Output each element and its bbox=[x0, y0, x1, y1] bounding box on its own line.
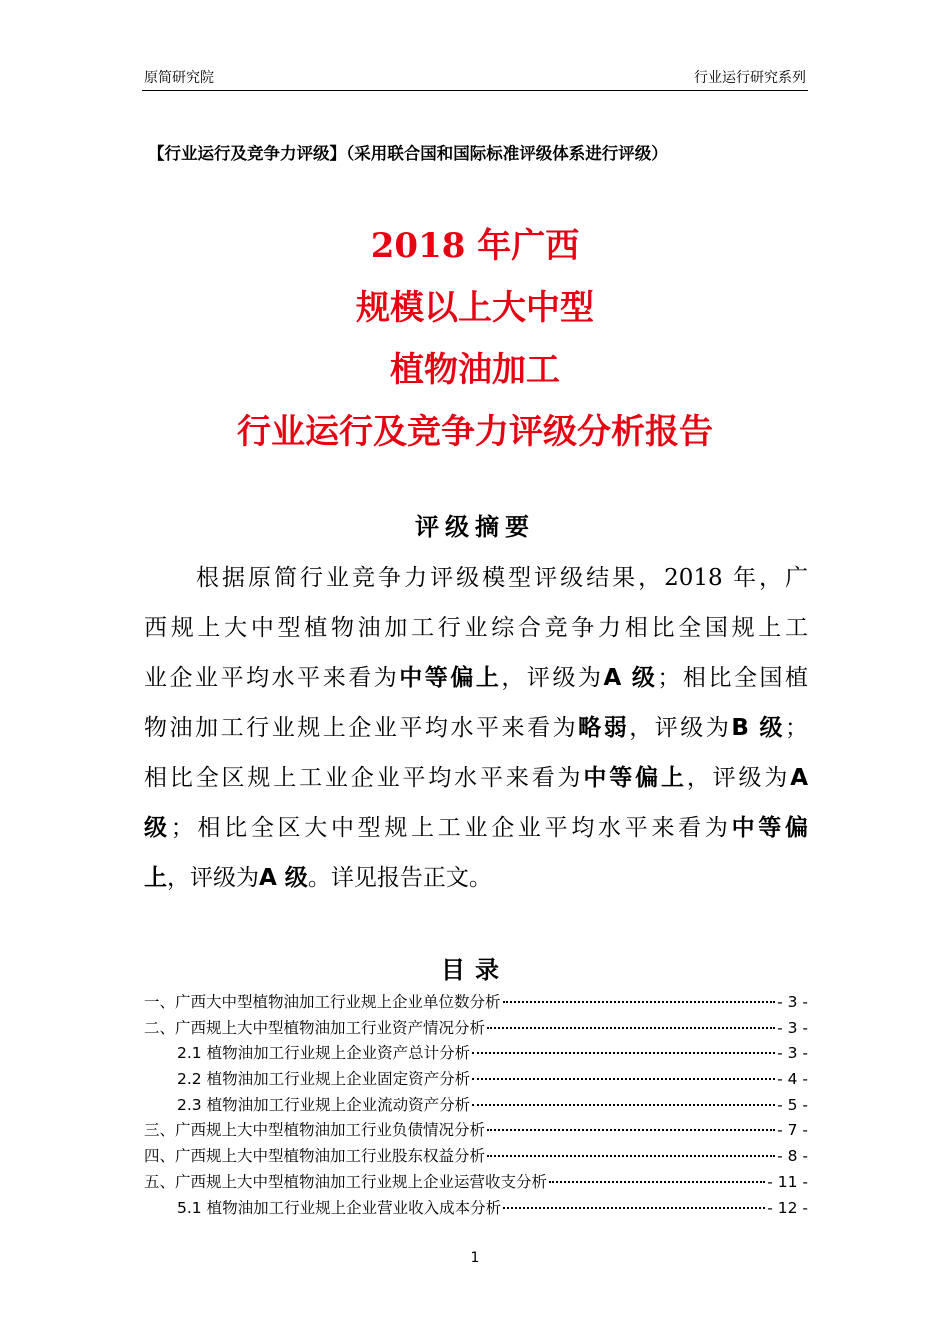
toc-entry[interactable] bbox=[144, 1144, 808, 1170]
toc-entry-page: - 3 - bbox=[777, 1044, 808, 1063]
summary-text: ，评级为 bbox=[686, 765, 791, 791]
toc-subentry[interactable] bbox=[144, 1041, 808, 1067]
toc-entry-title: 五、广西规上大中型植物油加工行业规上企业运营收支分析 bbox=[144, 1172, 548, 1191]
page-header bbox=[142, 68, 808, 91]
toc-entry-title: 一、广西大中型植物油加工行业规上企业单位数分析 bbox=[144, 993, 501, 1011]
rating-grade: 级 bbox=[144, 815, 171, 841]
rating-level: 上 bbox=[144, 865, 167, 891]
summary-text: 。详见报告正文。 bbox=[307, 865, 492, 891]
toc-entry-title: 三、广西规上大中型植物油加工行业负债情况分析 bbox=[144, 1121, 486, 1140]
toc-subentry[interactable] bbox=[144, 1093, 808, 1119]
summary-heading: 评级摘要 bbox=[415, 513, 535, 541]
summary-text: 物油加工行业规上企业平均水平来看为 bbox=[144, 715, 579, 741]
summary-line bbox=[144, 653, 808, 703]
summary-text: 西规上大中型植物油加工行业综合竞争力相比全国规上工 bbox=[144, 615, 808, 641]
report-title bbox=[0, 215, 950, 463]
summary-text: 根据原简行业竞争力评级模型评级结果，2018 年，广 bbox=[196, 565, 808, 591]
toc-heading: 目录 bbox=[441, 956, 509, 984]
toc-entry-page: - 3 - bbox=[777, 993, 808, 1011]
summary-text: 相比全区规上工业企业平均水平来看为 bbox=[144, 765, 584, 791]
toc-entry-title: 二、广西规上大中型植物油加工行业资产情况分析 bbox=[144, 1018, 486, 1037]
summary-text: ，评级为 bbox=[629, 715, 732, 741]
title-line-3: 植物油加工 bbox=[390, 350, 560, 390]
toc-leader-dots bbox=[487, 1129, 775, 1131]
summary-line bbox=[144, 853, 808, 903]
toc-entry[interactable] bbox=[144, 990, 808, 1016]
summary-line bbox=[144, 603, 808, 653]
toc-leader-dots bbox=[472, 1104, 775, 1106]
rating-level: 中等偏上 bbox=[583, 765, 687, 791]
summary-paragraph bbox=[144, 553, 808, 903]
summary-line bbox=[144, 553, 808, 603]
summary-line bbox=[144, 753, 808, 803]
summary-text: 业企业平均水平来看为 bbox=[144, 665, 400, 691]
summary-text: ；相比全区大中型规上工业企业平均水平来看为 bbox=[170, 815, 732, 841]
toc-leader-dots bbox=[487, 1155, 775, 1157]
toc-leader-dots bbox=[549, 1181, 765, 1183]
summary-text: ，评级为 bbox=[501, 665, 604, 691]
summary-text: ，评级为 bbox=[167, 865, 259, 891]
rating-grade: A 级 bbox=[603, 665, 658, 691]
rating-level: 中等偏上 bbox=[399, 665, 502, 691]
title-line-1: 2018 年广西 bbox=[370, 226, 580, 266]
rating-level: 中等偏 bbox=[731, 815, 809, 841]
toc-entry-title: 2.1 植物油加工行业规上企业资产总计分析 bbox=[177, 1044, 471, 1063]
toc-entry-page: - 3 - bbox=[777, 1018, 808, 1037]
page-number: 1 bbox=[470, 1250, 480, 1266]
toc-entry-title: 5.1 植物油加工行业规上企业营业收入成本分析 bbox=[177, 1198, 502, 1217]
summary-line bbox=[144, 803, 808, 853]
toc-subentry[interactable] bbox=[144, 1196, 808, 1222]
toc-entry-title: 2.3 植物油加工行业规上企业流动资产分析 bbox=[177, 1095, 471, 1114]
toc-entry-title: 2.2 植物油加工行业规上企业固定资产分析 bbox=[177, 1070, 471, 1089]
summary-text: ；相比全国植 bbox=[657, 665, 809, 691]
header-series-name: 行业运行研究系列 bbox=[694, 70, 806, 86]
toc-entry-page: - 12 - bbox=[767, 1198, 808, 1217]
rating-level: 略弱 bbox=[578, 715, 630, 741]
toc-entry-page: - 7 - bbox=[777, 1121, 808, 1140]
toc-entry-title: 四、广西规上大中型植物油加工行业股东权益分析 bbox=[144, 1147, 486, 1166]
rating-grade: A 级 bbox=[259, 865, 308, 891]
toc-entry-page: - 5 - bbox=[777, 1095, 808, 1114]
toc-leader-dots bbox=[487, 1027, 775, 1029]
toc-entry[interactable] bbox=[144, 1016, 808, 1042]
toc-entry-page: - 8 - bbox=[777, 1147, 808, 1166]
rating-system-note: 【行业运行及竞争力评级】（采用联合国和国际标准评级体系进行评级） bbox=[148, 144, 668, 163]
toc-entry[interactable] bbox=[144, 1118, 808, 1144]
table-of-contents bbox=[144, 990, 808, 1221]
toc-leader-dots bbox=[472, 1078, 775, 1080]
toc-entry-page: - 4 - bbox=[777, 1070, 808, 1089]
summary-line bbox=[144, 703, 808, 753]
title-line-4: 行业运行及竞争力评级分析报告 bbox=[237, 412, 713, 452]
toc-entry-page: - 11 - bbox=[767, 1172, 808, 1191]
toc-leader-dots bbox=[503, 1207, 765, 1209]
toc-leader-dots bbox=[503, 1001, 776, 1003]
toc-subentry[interactable] bbox=[144, 1067, 808, 1093]
toc-leader-dots bbox=[472, 1052, 775, 1054]
header-org-name: 原简研究院 bbox=[144, 70, 214, 86]
rating-grade: B 级 bbox=[731, 715, 786, 741]
rating-grade: A bbox=[790, 765, 809, 791]
title-line-2: 规模以上大中型 bbox=[356, 288, 594, 328]
summary-text: ； bbox=[785, 715, 809, 741]
toc-entry[interactable] bbox=[144, 1170, 808, 1196]
